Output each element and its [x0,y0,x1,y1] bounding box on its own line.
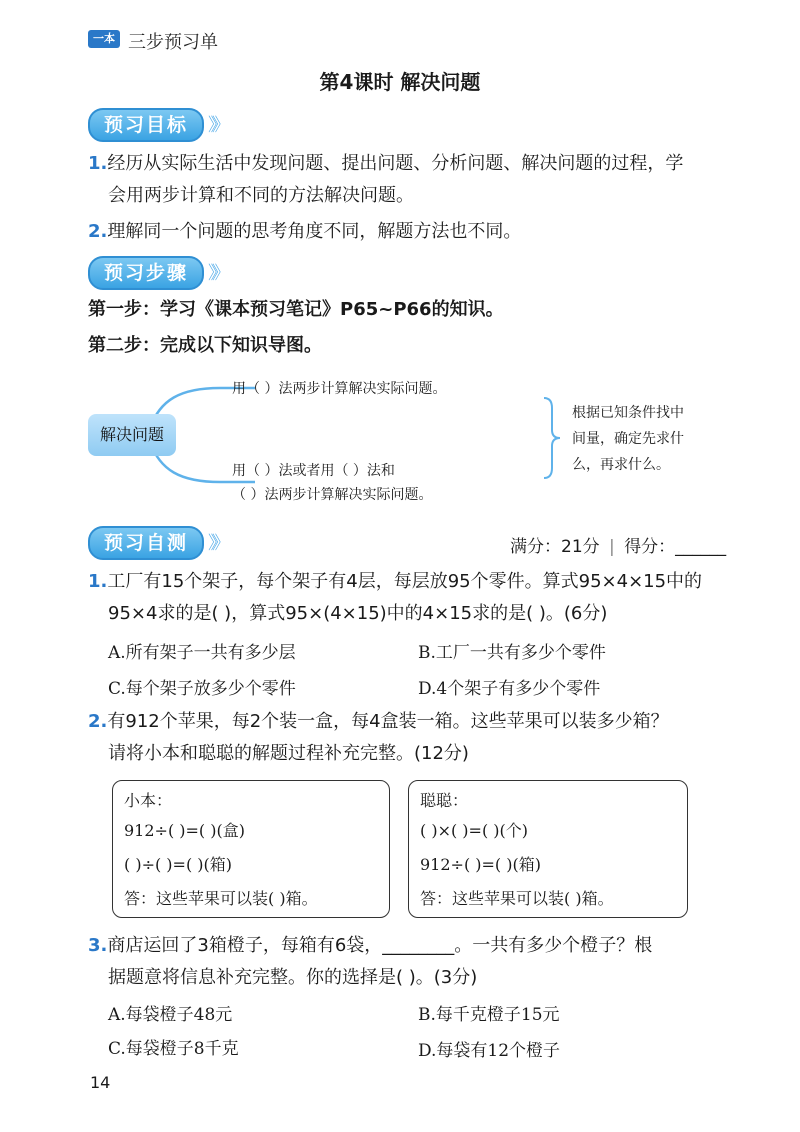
mindmap-branch-bottom-1: 用（ ）法或者用（ ）法和 [232,463,395,479]
chevron-right-icon: 》》 [208,263,225,284]
score-separator: | [609,537,615,557]
brand-logo: 一本 [88,30,120,48]
q2-line-2: 请将小本和聪聪的解题过程补充完整。(12分) [108,743,469,764]
section-test-label: 预习自测 [88,526,204,560]
q1-line-1 [88,568,702,596]
congcong-step-2: 912÷( )=( )(箱) [420,855,541,874]
mindmap-note-3: 么，再求什么。 [572,457,670,473]
chevron-right-icon: 》》 [208,533,225,554]
goal-1-number: 1. [88,153,108,174]
xiaoben-step-1: 912÷( )=( )(盒) [124,821,245,840]
mindmap-brace [540,396,562,480]
mindmap-branch-top: 用（ ）法两步计算解决实际问题。 [232,381,447,397]
goal-1-text: 经历从实际生活中发现问题、提出问题、分析问题、解决问题的过程，学 [107,153,684,174]
brand-title: 三步预习单 [128,32,218,53]
page-number: 14 [90,1073,111,1092]
mindmap-branch-bottom-2: （ ）法两步计算解决实际问题。 [232,487,433,503]
congcong-answer: 答：这些苹果可以装( )箱。 [420,889,614,908]
q1-option-a: A.所有架子一共有多少层 [108,643,296,663]
q3-option-b: B.每千克橙子15元 [418,1005,560,1025]
goal-1 [88,150,683,178]
q1-line-2: 95×4求的是( )，算式95×(4×15)中的4×15求的是( )。(6分) [108,603,608,624]
q3-line-1 [88,932,652,960]
score-got: 得分：______ [624,537,727,557]
lesson-title: 第4课时 解决问题 [319,70,481,94]
step-2: 第二步：完成以下知识导图。 [88,335,322,356]
section-goals-label: 预习目标 [88,108,204,142]
q3-number: 3. [88,935,108,956]
q1-option-c: C.每个架子放多少个零件 [108,679,296,699]
congcong-name: 聪聪： [420,791,469,810]
q1-number: 1. [88,571,108,592]
q1-option-b: B.工厂一共有多少个零件 [418,643,606,663]
step-1: 第一步：学习《课本预习笔记》P65~P66的知识。 [88,299,504,320]
congcong-step-1: ( )×( )=( )(个) [420,821,529,840]
q1-text: 工厂有15个架子，每个架子有4层，每层放95个零件。算式95×4×15中的 [107,571,703,592]
goal-2-number: 2. [88,221,108,242]
q3-line-2: 据题意将信息补充完整。你的选择是( )。(3分) [108,967,478,988]
score-full: 满分：21分 [510,537,600,557]
xiaoben-name: 小本： [124,791,173,810]
goal-2 [88,218,521,246]
xiaoben-answer: 答：这些苹果可以装( )箱。 [124,889,318,908]
xiaoben-step-2: ( )÷( )=( )(箱) [124,855,233,874]
goal-2-text: 理解同一个问题的思考角度不同，解题方法也不同。 [107,221,522,242]
q3-option-d: D.每袋有12个橙子 [418,1041,561,1061]
mindmap-note-1: 根据已知条件找中 [572,405,684,421]
score-bar [510,532,726,557]
q3-text: 商店运回了3箱橙子，每箱有6袋，________。一共有多少个橙子？根 [107,935,653,956]
goal-1-continued: 会用两步计算和不同的方法解决问题。 [108,185,414,206]
section-steps-label: 预习步骤 [88,256,204,290]
q1-option-d: D.4个架子有多少个零件 [418,679,601,699]
q3-option-c: C.每袋橙子8千克 [108,1039,239,1059]
q3-option-a: A.每袋橙子48元 [108,1005,233,1025]
q2-line-1 [88,708,669,736]
chevron-right-icon: 》》 [208,115,225,136]
q2-text: 有912个苹果，每2个装一盒，每4盒装一箱。这些苹果可以装多少箱？ [107,711,669,732]
mindmap-note-2: 间量，确定先求什 [572,431,684,447]
mindmap-center-node: 解决问题 [88,414,176,456]
q2-number: 2. [88,711,108,732]
